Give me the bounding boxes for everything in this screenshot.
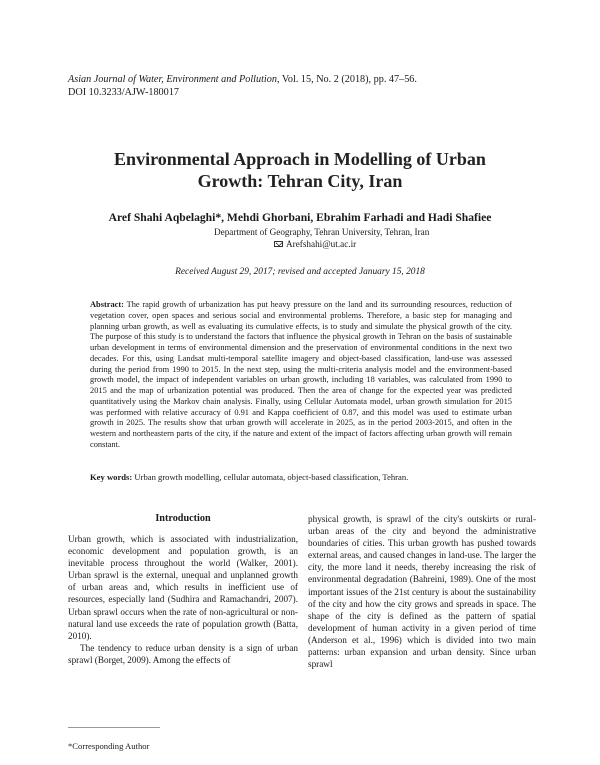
keywords-text: Urban growth modelling, cellular automata, object-based classification, Tehran. [132,472,409,482]
section-heading-introduction: Introduction [155,513,211,524]
email-address[interactable]: Arefshahi@ut.ac.ir [286,239,357,249]
paper-title [60,148,540,192]
affiliation-department: Department of Geography, Tehran University, Tehran, Iran [214,227,430,237]
journal-volume-info: , Vol. 15, No. 2 (2018), pp. 47–56. [276,74,417,85]
body-column-right [308,513,536,670]
abstract-label: Abstract: [90,300,124,309]
author-list: Aref Shahi Aqbelaghi*, Mehdi Ghorbani, Ebrahim Farhadi and Hadi Shafiee [108,211,492,224]
title-line-2: Growth: Tehran City, Iran [197,171,403,191]
paragraph: Urban growth, which is associated with industrialization, economic development and population growth, is an inevitable process throughout the world (Walker, 2001). Urban sprawl is the external, unequal and unplanned growth of urban areas and, which results in inefficient use of resources, especially land (Sudhira and Ramachandri, 2007). Urban sprawl occurs when the rate of non-agricultural or non-natural land use exceeds the rate of population growth (Batta, 2010). [68,534,298,641]
keywords [90,472,520,482]
title-line-1: Environmental Approach in Modelling of Urban [114,149,486,169]
journal-citation [68,74,548,99]
abstract [90,300,512,451]
footnote-divider [68,727,160,728]
doi[interactable]: DOI 10.3233/AJW-180017 [68,86,179,98]
journal-name: Asian Journal of Water, Environment and Pollution [68,74,277,85]
keywords-label: Key words: [90,472,133,482]
corresponding-author-footnote: *Corresponding Author [68,741,150,751]
body-column-left [68,533,298,666]
paragraph: physical growth, is sprawl of the city's outskirts or rural-urban areas of the city and beyond the administrative boundaries of cities. This urban growth has pushed towards external areas, and caused changes in land-use. The larger the city, the more land it needs, thereby increasing the risk of environmental degradation (Bahreini, 1989). One of the most important issues of the 21st century is about the sustainability of the city and how the city grows and spreads in space. The shape of the city is defined as the pattern of spatial development of human activity in a given period of time (Anderson et al., 1996) which is divided into two main patterns: urban expansion and urban density. Since urban sprawl [308,514,536,670]
paragraph: The tendency to reduce urban density is a sign of urban sprawl (Borget, 2009). Among the effects of [68,642,298,665]
abstract-text: The rapid growth of urbanization has put heavy pressure on the land and its surrounding resources, reduction of vegetation cover, open spaces and serious social and environmental problems. Therefore, a basic step for managing and planning urban growth, as well as evaluating its cumulative effects, is to study and simulate the physical growth of the city. The purpose of this study is to understand the factors that influence the physical growth in Tehran on the basis of sustainable urban development in terms of environmental dimension and the preservation of environmental conditions in the next two decades. For this, using Landsat multi-temporal satellite imagery and object-based classification, land-use was assessed during the period from 1990 to 2015. In the next step, using the multi-criteria analysis model and the environment-based growth model, the impact of independent variables on urban growth, including 18 variables, was calculated from 1990 to 2015 and the map of urbanization potential was produced. Then the area of change for the expected year was predicted quantitatively using the Markov chain analysis. Finally, using Cellular Automata model, urban growth simulation for 2015 was performed with relative accuracy of 0.91 and Kappa coefficient of 0.87, and this model was used to estimate urban growth in 2025. The results show that urban growth will accelerate in 2025, as in the period 2003-2015, and often in the western and northeastern parts of the city, if the nature and extent of the impact of factors affecting urban growth will remain constant. [90,300,512,449]
envelope-icon [274,241,283,248]
affiliation-email[interactable] [274,239,356,249]
received-dates: Received August 29, 2017; revised and accepted January 15, 2018 [175,267,425,277]
